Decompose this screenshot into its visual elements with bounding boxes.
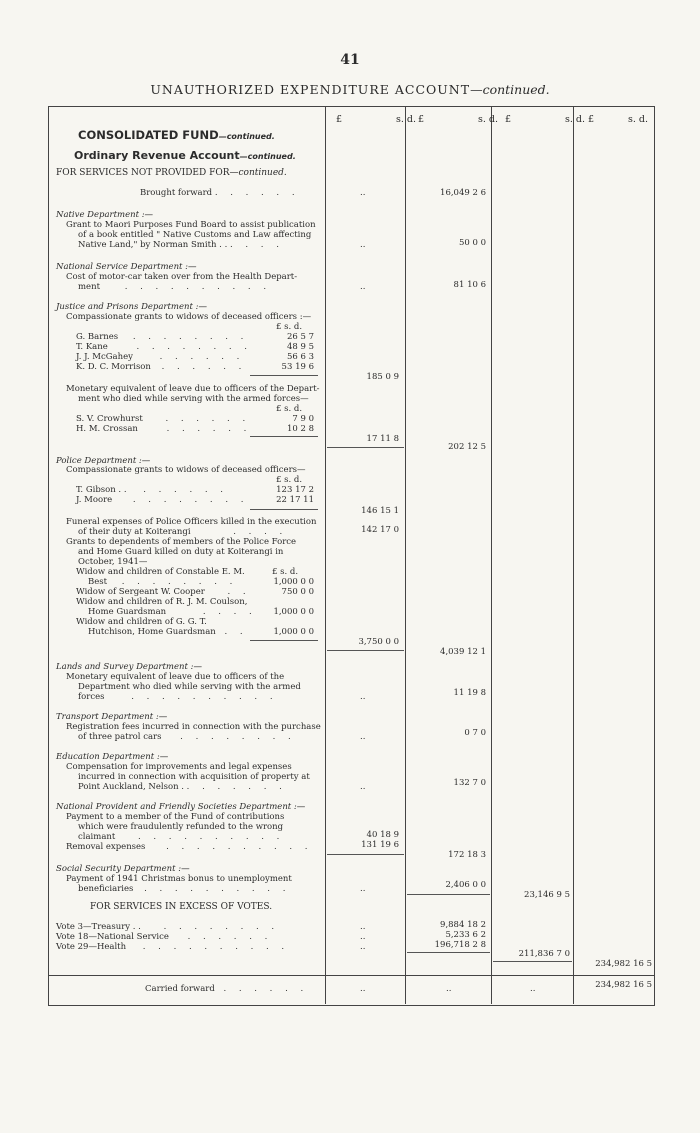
justice-col1-rule — [327, 447, 404, 448]
running-title-text: UNAUTHORIZED EXPENDITURE ACCOUNT — [150, 82, 471, 97]
npfs-dept-heading: National Provident and Friendly Societies Department :— — [56, 802, 306, 812]
police-funeral-line-1: Funeral expenses of Police Officers killed in the execution — [66, 517, 317, 527]
national-service-line-2-text: ment — [78, 282, 100, 292]
justice-leave-line-2: ment who died while serving with the armed forces— — [78, 394, 309, 404]
carried-forward-col1: .. — [360, 984, 366, 994]
education-col2: 132 7 0 — [453, 778, 486, 788]
justice-widow-3-amount: 56 6 3 — [286, 352, 314, 362]
justice-leave-rule — [250, 436, 318, 437]
npfs-dots-2: . . . . . . . . . . — [166, 842, 313, 852]
fund-title: CONSOLIDATED FUND — [78, 128, 219, 142]
police-widows-total: 146 15 1 — [361, 506, 399, 516]
police-widow-2-dots: . . . . . . . . — [132, 495, 249, 505]
npfs-line-4-text: Removal expenses — [66, 842, 146, 852]
native-line-3 — [78, 240, 284, 250]
police-dependent-3-line-1: Widow and children of R. J. M. Coulson, — [76, 597, 248, 607]
police-widow-2 — [76, 495, 248, 505]
police-dep-rule — [250, 640, 318, 641]
transport-line-2 — [78, 732, 296, 742]
vote-3-dots: . . . . . . . . — [163, 922, 280, 932]
national-service-dept-heading: National Service Department :— — [56, 262, 197, 272]
transport-line-1: Registration fees incurred in connection with the purchase — [66, 722, 321, 732]
excess-heading: FOR SERVICES IN EXCESS OF VOTES. — [90, 902, 273, 912]
carried-forward-label: Carried forward — [145, 984, 215, 994]
page-number: 41 — [340, 52, 360, 68]
justice-leave-1 — [76, 414, 250, 424]
services-heading — [56, 168, 287, 178]
justice-leave-1-amount: 7 9 0 — [292, 414, 314, 424]
police-dependent-2-name: Widow of Sergeant W. Cooper — [76, 587, 205, 597]
police-dependent-3-name: Home Guardsman — [88, 607, 167, 617]
fund-heading — [78, 128, 275, 144]
native-line-3-text: Native Land," by Norman Smith . . — [78, 240, 228, 250]
brought-forward-col1: .. — [360, 188, 366, 198]
npfs-line-3-text: claimant — [78, 832, 116, 842]
police-sub-head: £ s. d. — [276, 475, 303, 485]
education-line-1: Compensation for improvements and legal expenses — [66, 762, 292, 772]
police-dependent-1-line-1: Widow and children of Constable E. M. — [76, 567, 245, 577]
police-dependent-3-line-2 — [88, 607, 257, 617]
carried-forward-col4: 234,982 16 5 — [595, 980, 652, 990]
column-divider-1 — [325, 106, 326, 1004]
column-divider-2 — [405, 106, 406, 1004]
vote-18-dots: . . . . . . — [187, 932, 273, 942]
justice-leave-1-dots: . . . . . . — [165, 414, 251, 424]
police-dept-total: 4,039 12 1 — [440, 647, 486, 657]
npfs-line-3 — [78, 832, 284, 842]
national-service-col1: .. — [360, 282, 366, 292]
social-line-2-text: beneficiaries — [78, 884, 134, 894]
lands-col1: .. — [360, 692, 366, 702]
police-funeral-line-2 — [78, 527, 287, 537]
excess-col4-total: 234,982 16 5 — [595, 959, 652, 969]
running-title — [0, 82, 700, 97]
justice-leave-1-name: S. V. Crowhurst — [76, 414, 143, 424]
justice-widow-4-name: K. D. C. Morrison — [76, 362, 151, 372]
education-line-3 — [78, 782, 287, 792]
justice-dept-total: 202 12 5 — [448, 442, 486, 452]
account-title: Ordinary Revenue Account — [74, 149, 240, 162]
brought-forward-col2: 16,049 2 6 — [440, 188, 486, 198]
social-line-2 — [78, 884, 290, 894]
social-dept-heading: Social Security Department :— — [56, 864, 190, 874]
police-widow-1-amount: 123 17 2 — [276, 485, 314, 495]
vote-29-col2: 196,718 2 8 — [434, 940, 486, 950]
justice-leave-line-1: Monetary equivalent of leave due to officers of the Depart- — [66, 384, 320, 394]
education-line-3-text: Point Auckland, Nelson . . — [78, 782, 190, 792]
vote-29-label: Vote 29—Health — [56, 942, 127, 952]
transport-dots: . . . . . . . . — [180, 732, 296, 742]
lands-dots: . . . . . . . . . . — [131, 692, 278, 702]
national-service-line-1: Cost of motor-car taken over from the Health Depart- — [66, 272, 298, 282]
services-title: FOR SERVICES NOT PROVIDED FOR — [56, 168, 230, 178]
justice-widow-2-amount: 48 9 5 — [286, 342, 314, 352]
vote-3-col2: 9,884 18 2 — [440, 920, 486, 930]
excess-col3-total: 211,836 7 0 — [518, 949, 570, 959]
police-dependent-1-name: Best — [88, 577, 108, 587]
police-dependent-4-line-1: Widow and children of G. G. T. — [76, 617, 207, 627]
fund-suffix: —continued. — [218, 132, 275, 141]
lands-line-3-text: forces — [78, 692, 105, 702]
transport-dept-heading: Transport Department :— — [56, 712, 168, 722]
justice-widow-3-dots: . . . . . . — [159, 352, 245, 362]
justice-leave-2 — [76, 424, 251, 434]
account-suffix: —continued. — [239, 152, 296, 161]
police-widow-1-name: T. Gibson . . — [76, 485, 127, 495]
col2-pound: £ — [418, 114, 425, 125]
police-dependent-2-line-1 — [76, 587, 251, 597]
column-divider-3 — [491, 106, 492, 1004]
justice-widow-1-amount: 26 5 7 — [286, 332, 314, 342]
carried-forward-rule — [48, 975, 654, 976]
justice-widow-3 — [76, 352, 244, 362]
carried-forward-dots: . . . . . . — [223, 984, 309, 994]
justice-widows-rule — [250, 375, 318, 376]
justice-widow-3-name: J. J. McGahey — [76, 352, 133, 362]
police-dep-line-1: Grants to dependents of members of the Police Force — [66, 537, 297, 547]
police-dependent-1-line-2 — [88, 577, 237, 587]
police-widow-2-name: J. Moore — [76, 495, 113, 505]
police-dep-line-2: and Home Guard killed on duty at Koiterangi in — [78, 547, 284, 557]
native-col1: .. — [360, 240, 366, 250]
justice-leave-total: 17 11 8 — [366, 434, 399, 444]
lands-col2: 11 19 8 — [453, 688, 486, 698]
carried-forward-row — [145, 984, 308, 994]
education-col1: .. — [360, 782, 366, 792]
transport-col1: .. — [360, 732, 366, 742]
justice-widow-2-name: T. Kane — [76, 342, 108, 352]
police-dependent-4-line-2 — [88, 627, 248, 637]
brought-forward-label — [140, 188, 300, 198]
justice-leave-sub-head: £ s. d. — [276, 404, 303, 414]
carried-forward-col2: .. — [446, 984, 452, 994]
transport-line-2-text: of three patrol cars — [78, 732, 162, 742]
police-funeral-dots: . . . . — [233, 527, 288, 537]
police-dependent-4-name: Hutchison, Home Guardsman — [88, 627, 216, 637]
police-dependent-4-amount: 1,000 0 0 — [273, 627, 314, 637]
justice-widow-2 — [76, 342, 252, 352]
vote-29-row — [56, 942, 289, 952]
police-dependent-1-dots: . . . . . . . . — [121, 577, 238, 587]
police-dependent-3-dots: . . . . — [202, 607, 257, 617]
excess-col2-rule — [407, 952, 490, 953]
services-suffix: —continued. — [229, 168, 287, 178]
vote-18-row — [56, 932, 272, 942]
npfs-amount-1: 40 18 9 — [366, 830, 399, 840]
lands-line-1: Monetary equivalent of leave due to officers of the — [66, 672, 285, 682]
col4-sd: s. d. — [627, 114, 648, 125]
social-dots: . . . . . . . . . . — [144, 884, 291, 894]
lands-line-2: Department who died while serving with the armed — [78, 682, 301, 692]
vote-3-label: Vote 3—Treasury . . — [56, 922, 141, 932]
police-dependent-2-dots: . . — [227, 587, 251, 597]
npfs-line-4 — [66, 842, 312, 852]
npfs-line-1: Payment to a member of the Fund of contributions — [66, 812, 285, 822]
justice-widow-1-dots: . . . . . . . . — [132, 332, 249, 342]
lands-dept-heading: Lands and Survey Department :— — [56, 662, 202, 672]
police-widow-2-amount: 22 17 11 — [276, 495, 314, 505]
police-grants-label: Compassionate grants to widows of deceased officers— — [66, 465, 306, 475]
lands-line-3 — [78, 692, 278, 702]
excess-col3-rule — [493, 961, 572, 962]
social-line-1: Payment of 1941 Christmas bonus to unemployment — [66, 874, 292, 884]
justice-widow-1 — [76, 332, 248, 342]
account-heading — [74, 149, 296, 164]
education-line-2: incurred in connection with acquisition of property at — [78, 772, 310, 782]
npfs-amount-2: 131 19 6 — [361, 840, 399, 850]
vote-29-dots: . . . . . . . . . . — [142, 942, 290, 952]
national-service-dots: . . . . . . . . . . — [124, 282, 272, 292]
justice-grants-label: Compassionate grants to widows of deceased officers :— — [66, 312, 312, 322]
native-dots: . . . . — [229, 240, 284, 250]
police-dependent-4-dots: . . — [224, 627, 248, 637]
carried-forward-col3: .. — [530, 984, 536, 994]
justice-widow-2-dots: . . . . . . . . — [136, 342, 252, 352]
police-dep-line-3: October, 1941— — [78, 557, 148, 567]
social-col3-total: 23,146 9 5 — [524, 890, 570, 900]
police-widow-1 — [76, 485, 228, 495]
justice-sub-head: £ s. d. — [276, 322, 303, 332]
running-title-suffix: —continued. — [470, 82, 550, 97]
col4-pound: £ — [588, 114, 595, 125]
social-col2: 2,406 0 0 — [445, 880, 486, 890]
police-widow-1-dots: . . . . . . — [143, 485, 228, 495]
vote-3-col1: .. — [360, 922, 366, 932]
social-col2-rule — [407, 894, 490, 895]
col3-sd: s. d. — [564, 114, 585, 125]
justice-leave-2-amount: 10 2 8 — [286, 424, 314, 434]
police-funeral-line-2-text: of their duty at Koiterangi — [78, 527, 191, 537]
transport-col2: 0 7 0 — [464, 728, 486, 738]
col1-sd: s. d. — [395, 114, 416, 125]
justice-dept-heading: Justice and Prisons Department :— — [56, 302, 207, 312]
column-divider-4 — [573, 106, 574, 1004]
police-col1-rule — [327, 650, 404, 651]
brought-forward-dots: . . . . . . — [214, 188, 300, 198]
police-widows-rule — [250, 509, 318, 510]
vote-18-col2: 5,233 6 2 — [445, 930, 486, 940]
justice-widow-1-name: G. Barnes — [76, 332, 119, 342]
vote-18-col1: .. — [360, 932, 366, 942]
justice-leave-2-name: H. M. Crossan — [76, 424, 138, 434]
education-dots: . . . . . . — [202, 782, 287, 792]
national-service-line-2 — [78, 282, 271, 292]
native-col2: 50 0 0 — [458, 238, 486, 248]
education-dept-heading: Education Department :— — [56, 752, 169, 762]
justice-widow-4-dots: . . . . . . — [161, 362, 247, 372]
vote-18-label: Vote 18—National Service — [56, 932, 169, 942]
vote-3-row — [56, 922, 279, 932]
npfs-dept-total: 172 18 3 — [448, 850, 486, 860]
police-dependent-2-amount: 750 0 0 — [281, 587, 314, 597]
col1-pound: £ — [336, 114, 343, 125]
native-dept-heading: Native Department :— — [56, 210, 154, 220]
justice-widow-4 — [76, 362, 246, 372]
police-dependent-3-amount: 1,000 0 0 — [273, 607, 314, 617]
police-funeral-total: 142 17 0 — [361, 525, 399, 535]
police-dep-sub-head: £ s. d. — [272, 567, 299, 577]
social-col1: .. — [360, 884, 366, 894]
npfs-dots-1: . . . . . . . . . . — [138, 832, 285, 842]
justice-leave-2-dots: . . . . . . — [166, 424, 252, 434]
police-dep-total: 3,750 0 0 — [358, 637, 399, 647]
col3-pound: £ — [505, 114, 512, 125]
police-dept-heading: Police Department :— — [56, 456, 151, 466]
col2-sd: s. d. — [477, 114, 498, 125]
national-service-col2: 81 10 6 — [453, 280, 486, 290]
vote-29-col1: .. — [360, 942, 366, 952]
justice-widows-total: 185 0 9 — [366, 372, 399, 382]
police-dependent-1-amount: 1,000 0 0 — [273, 577, 314, 587]
native-line-2: of a book entitled " Native Customs and Law affecting — [78, 230, 312, 240]
brought-forward-text: Brought forward — [140, 188, 213, 198]
native-line-1: Grant to Maori Purposes Fund Board to assist publication — [66, 220, 316, 230]
justice-widow-4-amount: 53 19 6 — [281, 362, 314, 372]
npfs-col1-rule — [327, 854, 404, 855]
npfs-line-2: which were fraudulently refunded to the wrong — [78, 822, 284, 832]
